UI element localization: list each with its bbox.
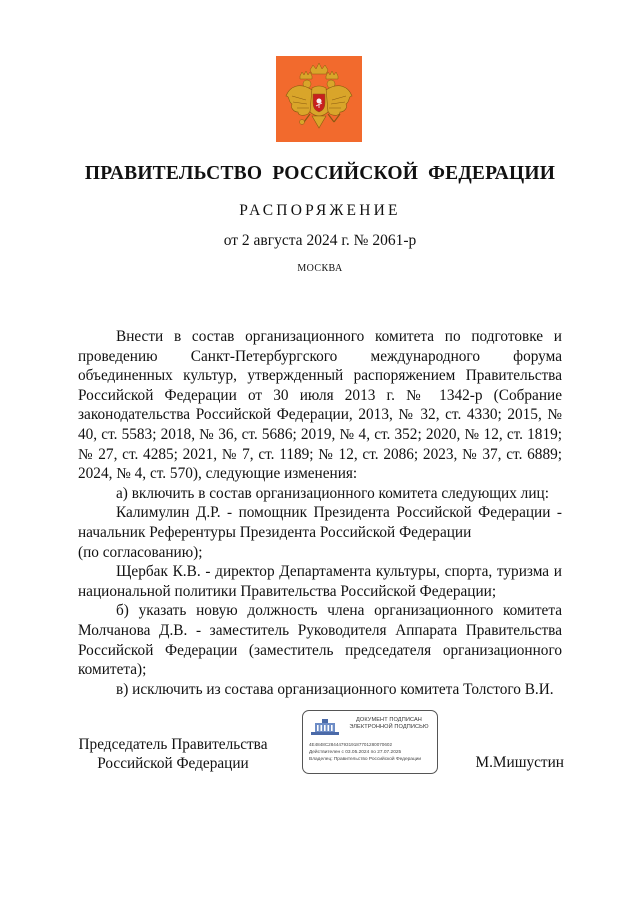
document-body	[78, 327, 562, 699]
paragraph-item-v: в) исключить из состава организационного комитета Толстого В.И.	[116, 680, 554, 698]
stamp-title-line2: ЭЛЕКТРОННОЙ ПОДПИСЬЮ	[349, 724, 429, 730]
stamp-certificate-number: 4E4848C2844479319187701280070602	[309, 742, 393, 747]
electronic-signature-stamp	[302, 710, 438, 774]
stamp-owner: Владелец: Правительство Российской Федерации	[309, 757, 422, 762]
stamp-validity: Действителен с 03.05.2024 по 27.07.2025	[309, 750, 402, 755]
document-type: РАСПОРЯЖЕНИЕ	[239, 202, 401, 219]
paragraph-item-b: б) указать новую должность члена организационного комитета Молчанова Д.В. - заместитель Руководителя Аппарата Правительства Российской Федерации (заместитель председателя организационного комитета);	[78, 602, 562, 679]
paragraph-intro: Внести в состав организационного комитета по подготовке и проведению Санкт-Петербургского международного форума объединенных культур, утвержденный распоряжением Правительства Российской Федерации от 30 июля 2013 г. № 1342-р (Собрание законодательства Российской Федерации, 2013, № 32, ст. 4330; 2015, № 40, ст. 5583; 2018, № 36, ст. 5686; 2019, № 4, ст. 352; 2020, № 12, ст. 1819; № 27, ст. 4285; 2021, № 7, ст. 1189; № 12, ст. 2086; 2023, № 37, ст. 6889; 2024, № 4, ст. 570), следующие изменения:	[78, 328, 562, 483]
signatory-position	[78, 736, 268, 773]
document-date-number: от 2 августа 2024 г. № 2061-р	[223, 232, 417, 249]
city-name: МОСКВА	[297, 263, 343, 274]
paragraph-agreement-note: (по согласованию);	[78, 543, 203, 561]
coat-of-arms-emblem-icon	[276, 56, 362, 142]
stamp-title	[343, 717, 435, 731]
paragraph-kalimulin: Калимулин Д.Р. - помощник Президента Российской Федерации - начальник Референтуры Президента Российской Федерации	[78, 504, 562, 541]
paragraph-scherbak: Щербак К.В. - директор Департамента культуры, спорта, туризма и национальной политики Правительства Российской Федерации;	[78, 563, 562, 600]
paragraph-item-a: а) включить в состав организационного комитета следующих лиц:	[116, 484, 549, 502]
signatory-position-line2: Российской Федерации	[97, 754, 249, 772]
signatory-position-line1: Председатель Правительства	[78, 736, 268, 753]
government-title: ПРАВИТЕЛЬСТВО РОССИЙСКОЙ ФЕДЕРАЦИИ	[84, 163, 556, 184]
government-building-icon	[309, 717, 341, 737]
signatory-name: М.Мишустин	[475, 754, 564, 771]
stamp-title-line1: ДОКУМЕНТ ПОДПИСАН	[356, 717, 422, 723]
